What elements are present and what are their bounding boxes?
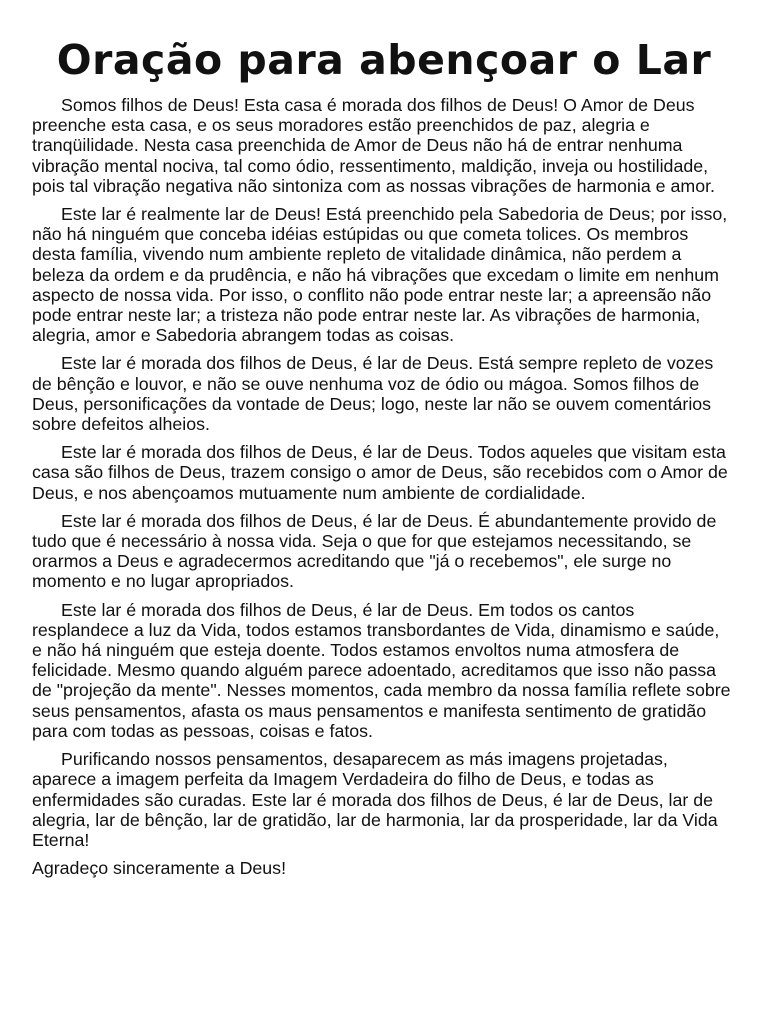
paragraph-1: Somos filhos de Deus! Esta casa é morada dos filhos de Deus! O Amor de Deus preenche esta casa, e os seus moradores estão preenchidos de paz, alegria e tranqüilidade. Nesta casa preenchida de Amor de Deus não há de entrar nenhuma vibração mental nociva, tal como ódio, ressentimento, maldição, inveja ou hostilidade, pois tal vibração negativa não sintoniza com as nossas vibrações de harmonia e amor.	[32, 95, 715, 196]
document-title: Oração para abençoar o Lar	[56, 36, 712, 84]
paragraph-7: Purificando nossos pensamentos, desaparecem as más imagens projetadas, aparece a imagem perfeita da Imagem Verdadeira do filho de Deus, e todas as enfermidades são curadas. Este lar é morada dos filhos de Deus, é lar de Deus, lar de alegria, lar de bênção, lar de gratidão, lar de harmonia, lar da prosperidade, lar da Vida Eterna!	[32, 749, 718, 850]
paragraph-5: Este lar é morada dos filhos de Deus, é lar de Deus. É abundantemente provido de tudo que é necessário à nossa vida. Seja o que for que estejamos necessitando, se orarmos a Deus e agradecermos acreditando que "já o recebemos", ele surge no momento e no lugar apropriados.	[32, 510, 717, 592]
paragraph-4: Este lar é morada dos filhos de Deus, é lar de Deus. Todos aqueles que visitam esta casa são filhos de Deus, trazem consigo o amor de Deus, são recebidos com o Amor de Deus, e nos abençoamos mutuamente num ambiente de cordialidade.	[32, 442, 728, 503]
paragraph-6: Este lar é morada dos filhos de Deus, é lar de Deus. Em todos os cantos resplandece a luz da Vida, todos estamos transbordantes de Vida, dinamismo e saúde, e não há ninguém que esteja doente. Todos estamos envoltos numa atmosfera de felicidade. Mesmo quando alguém parece adoentado, acreditamos que isso não passa de "projeção da mente". Nesses momentos, cada membro da nossa família reflete sobre seus pensamentos, afasta os maus pensamentos e manifesta sentimento de gratidão para com todas as pessoas, coisas e fatos.	[32, 599, 731, 741]
paragraph-3: Este lar é morada dos filhos de Deus, é lar de Deus. Está sempre repleto de vozes de bênção e louvor, e não se ouve nenhuma voz de ódio ou mágoa. Somos filhos de Deus, personificações da vontade de Deus; logo, neste lar não se ouvem comentários sobre defeitos alheios.	[32, 353, 714, 435]
closing-line: Agradeço sinceramente a Deus!	[32, 858, 287, 879]
document-body	[32, 95, 732, 886]
paragraph-2: Este lar é realmente lar de Deus! Está preenchido pela Sabedoria de Deus; por isso, não há ninguém que conceba idéias estúpidas ou que cometa tolices. Os membros desta família, vivendo num ambiente repleto de vitalidade dinâmica, não perdem a beleza da ordem e da prudência, e não há vibrações que excedam o limite em nenhum aspecto de nossa vida. Por isso, o conflito não pode entrar neste lar; a apreensão não pode entrar neste lar; a tristeza não pode entrar neste lar. As vibrações de harmonia, alegria, amor e Sabedoria abrangem todas as coisas.	[32, 204, 728, 346]
